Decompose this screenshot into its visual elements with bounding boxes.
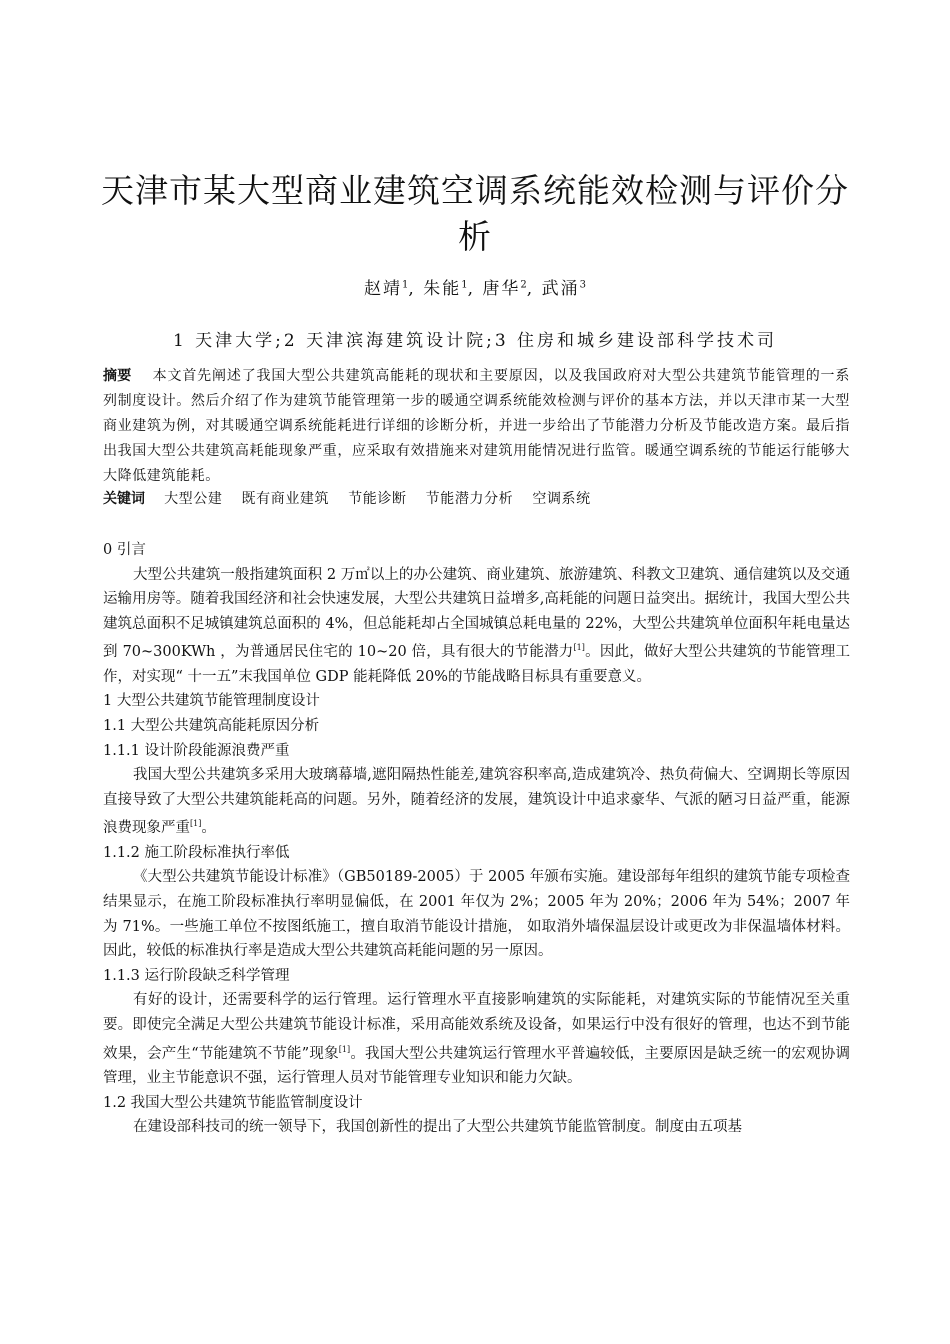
author-affiliation-mark: 3 <box>579 279 586 291</box>
paragraph <box>103 988 850 1090</box>
keywords <box>103 487 850 512</box>
paragraph <box>103 563 850 690</box>
author-list: 赵靖$^1$, 朱能$^1$, 唐华$^2$, 武涌$^3$ <box>364 279 586 299</box>
citation: [1] <box>190 819 202 829</box>
abstract-label: 摘要 <box>103 368 132 384</box>
paragraph-text: 。因此，做好大型公共建筑的节能管理工作，对实现“ 十一五”末我国单位 GDP 能耗降低 20%的节能战略目标具有重要意义。 <box>103 644 851 685</box>
affiliations: 1 天津大学;2 天津滨海建筑设计院;3 住房和城乡建设部科学技术司 <box>172 331 778 351</box>
subsubsection-heading: 1.1.1 设计阶段能源浪费严重 <box>103 742 290 759</box>
subsection-heading: 1.1 大型公共建筑高能耗原因分析 <box>103 717 320 734</box>
subsubsection-heading: 1.1.2 施工阶段标准执行率低 <box>103 844 290 861</box>
keyword: 既有商业建筑 <box>241 491 330 507</box>
subsection-heading: 1.2 我国大型公共建筑节能监管制度设计 <box>103 1094 363 1111</box>
keyword: 节能潜力分析 <box>425 491 514 507</box>
paper-body <box>103 538 850 1140</box>
citation: [1] <box>573 643 585 653</box>
abstract-text: 本文首先阐述了我国大型公共建筑高能耗的现状和主要原因，以及我国政府对大型公共建筑节能管理的一系列制度设计。然后介绍了作为建筑节能管理第一步的暖通空调系统能效检测与评价的基本方法，并以天津市某一大型商业建筑为例，对其暖通空调系统能耗进行详细的诊断分析，并进一步给出了节能潜力分析及节能改造方案。最后指出我国大型公共建筑高耗能现象严重，应采取有效措施来对建筑用能情况进行监管。暖通空调系统的节能运行能够大大降低建筑能耗。 <box>103 368 850 484</box>
keyword: 节能诊断 <box>348 491 407 507</box>
paper-title: 天津市某大型商业建筑空调系统能效检测与评价分析 <box>101 171 849 256</box>
author-name: 武涌 <box>541 279 580 299</box>
keywords-label: 关键词 <box>103 491 145 507</box>
author-name: 朱能 <box>423 279 462 299</box>
paragraph: 在建设部科技司的统一领导下，我国创新性的提出了大型公共建筑节能监管制度。制度由五项基 <box>133 1119 742 1136</box>
paragraph-text: 有好的设计，还需要科学的运行管理。运行管理水平直接影响建筑的实际能耗，对建筑实际的节能情况至关重要。即使完全满足大型公共建筑节能设计标准，采用高能效系统及设备，如果运行中没有很好的管理，也达不到节能效果，会产生“节能建筑不节能”现象 <box>103 992 850 1062</box>
author-name: 唐华 <box>482 279 521 299</box>
abstract <box>103 364 850 489</box>
paragraph-text: 。 <box>201 820 216 837</box>
section-heading: 1 大型公共建筑节能管理制度设计 <box>103 693 320 710</box>
author-affiliation-mark: 1 <box>402 279 409 291</box>
citation: [1] <box>338 1044 351 1054</box>
author-affiliation-mark: 1 <box>461 279 468 291</box>
paragraph-text: 我国大型公共建筑多采用大玻璃幕墙,遮阳隔热性能差,建筑容积率高,造成建筑冷、热负荷偏大、空调期长等原因直接导致了大型公共建筑能耗高的问题。另外，随着经济的发展，建筑设计中追求豪华、气派的陋习日益严重，能源浪费现象严重 <box>103 767 850 837</box>
paragraph-text: 。我国大型公共建筑运行管理水平普遍较低，主要原因是缺乏统一的宏观协调管理，业主节能意识不强，运行管理人员对节能管理专业知识和能力欠缺。 <box>103 1045 851 1086</box>
paragraph: 《大型公共建筑节能设计标准》（GB50189-2005）于 2005 年颁布实施。建设部每年组织的建筑节能专项检查结果显示，在施工阶段标准执行率明显偏低，在 2001 年仅为 2%；2005 年为 20%；2006 年为 54%；2007 年为 71%。一些施工单位不按图纸施工，擅自取消节能设计措施， 如取消外墙保温层设计或更改为非保温墙体材料。因此，较低的标准执行率是造成大型公共建筑高耗能问题的另一原因。 <box>103 869 850 960</box>
author-name: 赵靖 <box>364 279 403 299</box>
author-affiliation-mark: 2 <box>520 279 527 291</box>
paragraph <box>103 763 850 841</box>
keyword: 空调系统 <box>532 491 591 507</box>
section-heading: 0 引言 <box>103 542 146 558</box>
paragraph-text: 大型公共建筑一般指建筑面积 2 万㎡以上的办公建筑、商业建筑、旅游建筑、科教文卫建筑、通信建筑以及交通运输用房等。随着我国经济和社会快速发展，大型公共建筑日益增多,高耗能的问题日益突出。据统计，我国大型公共建筑总面积不足城镇建筑总面积的 4%，但总能耗却占全国城镇总耗电量的 22%，大型公共建筑单位面积年耗电量达到 70~300KWh ，为普通居民住宅的 10~20 倍，具有很大的节能潜力 <box>103 566 850 661</box>
subsubsection-heading: 1.1.3 运行阶段缺乏科学管理 <box>103 967 290 984</box>
keyword: 大型公建 <box>164 491 223 507</box>
